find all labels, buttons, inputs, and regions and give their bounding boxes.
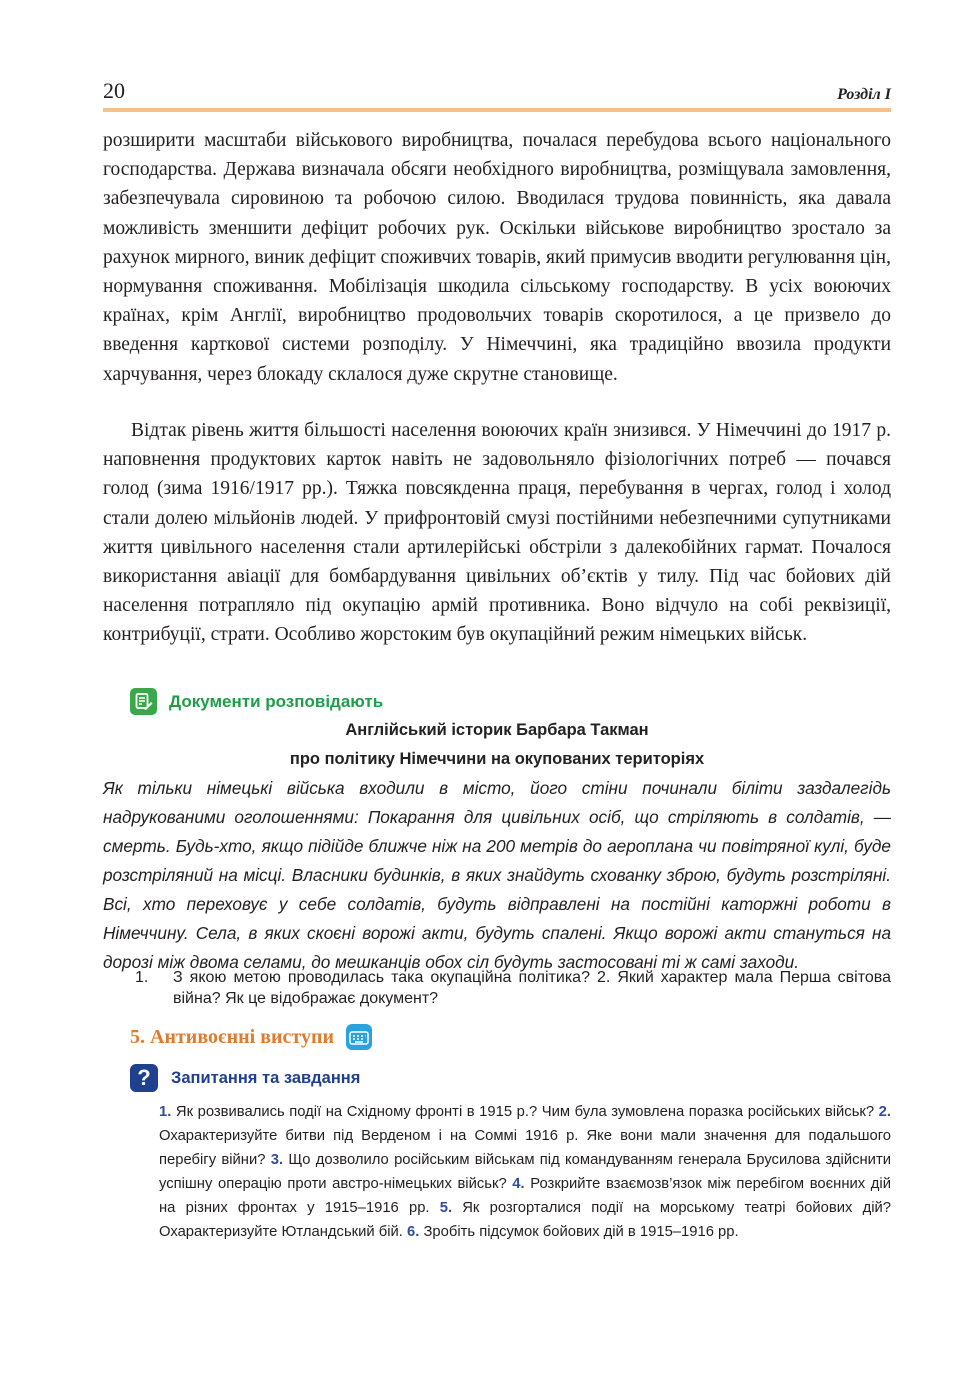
- task-number: 1.: [159, 1104, 172, 1120]
- keyboard-icon[interactable]: [346, 1024, 372, 1050]
- document-quote: [103, 774, 891, 977]
- task-text: Розкрийте взаємозв’язок між перебігом воєнних дій на різних фронтах у 1915–1916 рр.: [159, 1176, 891, 1216]
- section-label: Розділ І: [837, 86, 891, 103]
- task-text: Охарактеризуйте битви під Верденом і на Соммі 1916 р. Яке вони мали значення для подальшого перебігу війни?: [159, 1128, 891, 1168]
- task-number: 4.: [512, 1176, 525, 1192]
- page-number: 20: [103, 78, 125, 103]
- task-text: Як розгорталися події на морському театрі бойових дій? Охарактеризуйте Ютландський бій.: [159, 1200, 891, 1240]
- tasks-list: [159, 1100, 891, 1244]
- task-number: 3.: [270, 1152, 284, 1168]
- question-number: 1.: [135, 969, 149, 986]
- body-paragraph-1: [103, 126, 891, 389]
- documents-header: [130, 688, 383, 715]
- body-paragraph-2: [103, 416, 891, 650]
- document-heading-line-1: Англійський історик Барбара Такман: [345, 721, 649, 739]
- section-heading: [130, 1024, 372, 1050]
- task-text: Зробіть підсумок бойових дій в 1915–1916 рр.: [419, 1224, 739, 1240]
- document-heading-line-2: про політику Німеччини на окупованих територіях: [289, 750, 705, 768]
- document-edit-icon: [130, 688, 157, 715]
- quote-text: Як тільки німецькі війська входили в місто, його стіни починали біліти заздалегідь надрукованими оголошеннями: Покарання для цивільних осіб, що стріляють в солдатів, — смерть. Будь-хто, якщо підійде ближче ніж на 200 метрів до аероплана чи повітряної кулі, буде розстріляний на місці. Власники будинків, в яких знайдуть схованку зброю, будуть розстріляні. Всі, хто переховує у себе солдатів, будуть відправлені на постійні каторжні роботи в Німеччину. Села, в яких скоєні ворожі акти, будуть спалені. Якщо ворожі акти станутьcя на дорозі між двома селами, до мешканців обох сіл будуть застосовані ті ж самі заходи.: [103, 778, 891, 972]
- task-number: 2.: [878, 1104, 891, 1120]
- task-number: 6.: [407, 1224, 420, 1240]
- paragraph-text: розширити масштаби військового виробництва, почалася перебудова всього національного господарства. Держава визначала обсяги необхідного виробництва, розміщувала замовлення, забезпечувала сировиною та робочою силою. Вводилася трудова повинність, яка давала можливість зменшити дефіцит робочих рук. Оскільки військове виробництво зростало за рахунок мирного, виник дефіцит споживчих товарів, який примусив вводити регулювання цін, нормування споживання. Мобілізація шкодила сільському господарству. В усіх воюючих країнах, крім Англії, виробництво продовольчих товарів скоротилося, а це призвело до введення карткової системи розподілу. У Німеччині, яка традиційно ввозила продукти харчування, через блокаду склалося дуже скрутне становище.: [103, 130, 891, 385]
- question-text: З якою метою проводилась така окупаційна політика? 2. Який характер мала Перша світова війна? Як це відображає документ?: [173, 969, 891, 1007]
- documents-title: Документи розповідають: [169, 691, 384, 711]
- paragraph-text: Відтак рівень життя більшості населення воюючих країн знизився. У Німеччині до 1917 р. наповнення продуктових карток навіть не задовольняло фізіологічних потреб — почався голод (зима 1916/1917 рр.). Тяжка повсякденна праця, перебування в чергах, голод і холод стали долею мільйонів людей. У прифронтовій смузі постійними небезпечними супутниками життя цивільного населення стали артилерійські обстріли з далекобійних гармат. Почалося використання авіації для бомбардування цивільних об’єктів у тилу. Під час бойових дій населення потрапляло під окупацію армій противника. Воно відчуло на собі реквізиції, контрибуції, страти. Особливо жорстоким був окупаційний режим німецьких військ.: [103, 420, 891, 646]
- document-question: [135, 967, 891, 1009]
- task-text: Як розвивались події на Східному фронті в 1915 р.? Чим була зумовлена поразка російських військ?: [171, 1104, 879, 1120]
- task-number: 5.: [439, 1200, 453, 1216]
- header-rule: [103, 108, 891, 112]
- question-icon: ?: [130, 1064, 158, 1092]
- task-text: Що дозволило російським військам під командуванням генерала Брусилова здійснити успішну операцію проти австро-німецьких військ?: [159, 1152, 891, 1192]
- tasks-title: Запитання та завдання: [171, 1068, 361, 1087]
- tasks-header: [130, 1064, 360, 1092]
- section-title: 5. Антивоєнні виступи: [130, 1025, 335, 1048]
